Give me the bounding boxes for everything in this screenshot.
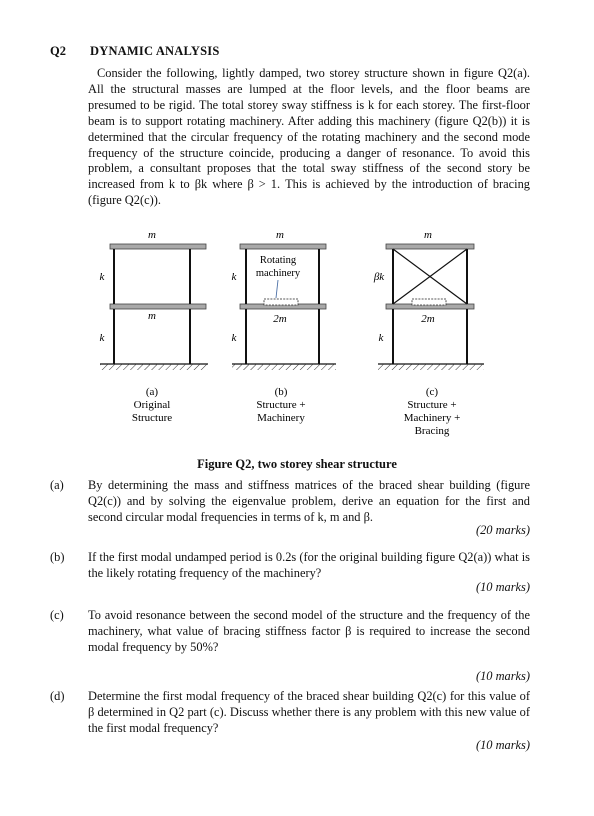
part-b-label: (b) (50, 550, 65, 564)
question-intro (88, 66, 530, 209)
part-c-text: To avoid resonance between the second model of the structure and the frequency of the machinery, what value of bracing stiffness factor β is required to increase the second modal frequency by 50%? (88, 608, 530, 654)
panel-b-machinery-label-2: machinery (255, 268, 301, 279)
panel-c-label-2: Structure + (407, 399, 457, 411)
panel-c-k-upper: βk (373, 271, 385, 283)
panel-c-mass-bottom: 2m (421, 313, 435, 325)
part-a-marks: (20 marks) (475, 523, 530, 537)
part-a-label: (a) (50, 478, 64, 492)
panel-a-mass-top: m (148, 229, 156, 241)
panel-b-machinery-label-1: Rotating (259, 255, 297, 266)
question-title: DYNAMIC ANALYSIS (90, 44, 220, 58)
part-c-marks: (10 marks) (475, 669, 530, 683)
panel-a-k-upper: k (99, 271, 105, 283)
panel-a-label-1: (a) (145, 386, 159, 398)
figure-caption: Figure Q2, two storey shear structure (197, 457, 397, 471)
panel-a-mass-bottom: m (148, 310, 156, 322)
panel-a-k-lower: k (99, 332, 105, 344)
panel-b-k-upper: k (231, 271, 237, 283)
panel-b-mass-bottom: 2m (273, 313, 287, 325)
part-a-text: By determining the mass and stiffness matrices of the braced shear building (figure Q2(c)) and by solving the eigenvalue problem, derive an equation for the first and second circular modal frequencies in terms of k, m and β. (88, 478, 530, 524)
panel-a-frame (100, 244, 208, 370)
panel-c-mass-top: m (424, 229, 432, 241)
intro-paragraph: Consider the following, lightly damped, two storey structure shown in figure Q2(a). All the structural masses are lumped at the floor levels, and the floor beams are presumed to be rigid. The total storey sway stiffness is k for each storey. The first-floor beam is to support rotating machinery. After adding this machinery (figure Q2(b)) it is determined that the circular frequency of the rotating machinery and the second mode frequency of the structure coincide, producing a danger of resonance. To avoid this problem, a consultant proposes that the total sway stiffness of the second story be increased from k to βk where β > 1. This is achieved by the introduction of bracing (figure Q2(c)). (88, 66, 530, 208)
panel-b-label-1: (b) (274, 386, 288, 398)
question-number: Q2 (50, 44, 66, 58)
panel-b-k-lower: k (231, 332, 237, 344)
part-d-marks: (10 marks) (475, 738, 530, 752)
panel-c-label-3: Machinery + (403, 412, 461, 424)
panel-a-label-3: Structure (131, 412, 173, 424)
panel-c-label-1: (c) (425, 386, 439, 398)
panel-a-label-2: Original (133, 399, 171, 411)
panel-c-k-lower: k (378, 332, 384, 344)
panel-b-mass-top: m (276, 229, 284, 241)
part-b-text: If the first modal undamped period is 0.2s (for the original building figure Q2(a)) what is the likely rotating frequency of the machinery? (88, 550, 530, 580)
figure-q2 (80, 222, 520, 452)
panel-c-frame (378, 244, 484, 370)
part-b-marks: (10 marks) (475, 580, 530, 594)
part-d-label: (d) (50, 689, 65, 703)
part-d-text: Determine the first modal frequency of the braced shear building Q2(c) for this value of β determined in Q2 part (c). Discuss whether there is any problem with this new value of the first modal frequency? (88, 689, 530, 735)
panel-b-label-2: Structure + (256, 399, 306, 411)
part-c-label: (c) (50, 608, 64, 622)
panel-c-label-4: Bracing (414, 425, 450, 437)
panel-b-label-3: Machinery (257, 412, 305, 424)
